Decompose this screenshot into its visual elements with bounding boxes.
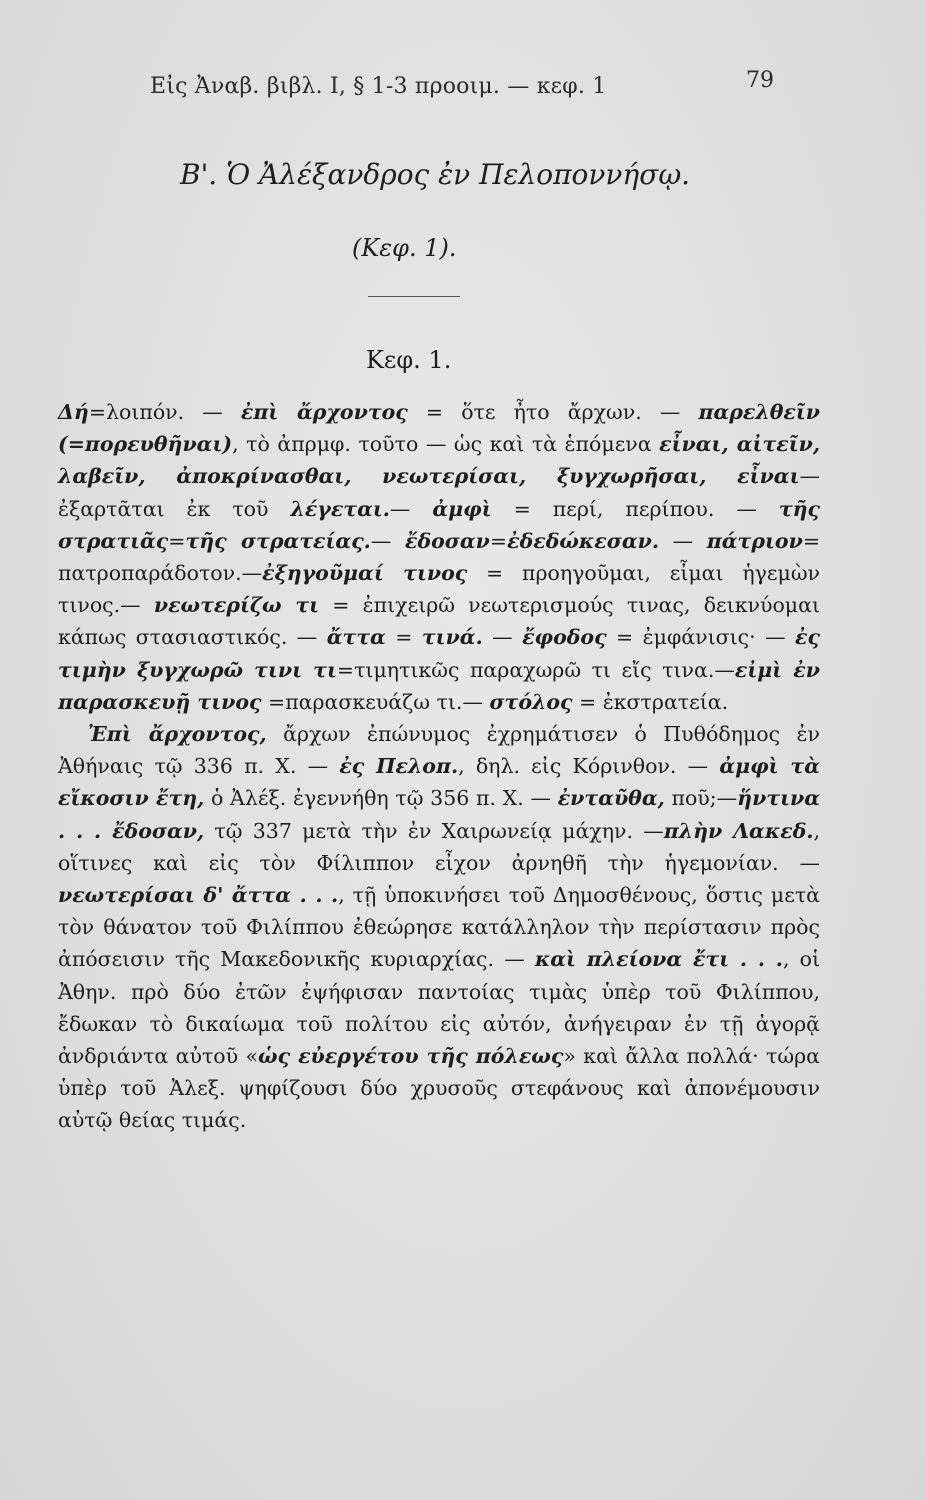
gloss-term: ἐξηγοῦμαί τινος: [262, 561, 468, 586]
commentary-text: ἄρχων ἐπώνυμος ἐχρημάτισεν ὁ Πυθόδημος ἐν Ἀθήναις τῷ 336 π. Χ. —: [58, 722, 820, 779]
section-title: Β'. Ὁ Ἀλέξανδρος ἐν Πελοποννήσῳ.: [180, 158, 691, 191]
gloss-term: τινά.: [421, 625, 483, 650]
commentary-text: » καὶ ἄλλα πολλά· τώρα ὑπὲρ τοῦ Ἀλεξ. ψηφίζουσι δύο χρυσοῦς στεφάνους καὶ ἀπονέμουσιν αὐτῷ θείας τιμάς.: [58, 1044, 820, 1133]
gloss-text: —: [370, 528, 405, 553]
commentary-text: , τῇ ὑποκινήσει τοῦ Δημοσθένους, ὅστις μετὰ τὸν θάνατον τοῦ Φιλίππου ἐθεώρησε κατάλληλον τὴν περίστασιν πρὸς ἀπόσεισιν τῆς Μακεδονικῆς κυριαρχίας. —: [58, 883, 820, 972]
gloss-text: = περί, περίπου. —: [491, 496, 779, 521]
gloss-text: = πατροπαράδοτον.—: [58, 528, 820, 586]
gloss-text: — ἐξαρτᾶται ἐκ τοῦ: [58, 464, 820, 521]
divider-rule: [368, 296, 460, 297]
gloss-term: ἄττα: [326, 625, 386, 650]
gloss-text: —: [658, 528, 707, 553]
commentary-text: ποῦ;—: [664, 786, 738, 811]
gloss-term: ἀμφὶ: [432, 496, 492, 521]
commentary-term: καὶ πλείονα ἔτι . . .: [534, 947, 783, 972]
gloss-term: τῆς στρατείας.: [185, 528, 371, 553]
gloss-term: ἐς τιμὴν ξυγχωρῶ τινι τι: [58, 625, 820, 682]
running-header: Εἰς Ἀναβ. βιβλ. Ι, § 1-3 προοιμ. — κεφ. 1: [150, 74, 607, 99]
commentary-term: νεωτερίσαι δ' ἄττα . . .: [58, 883, 339, 908]
gloss-term: ἔφοδος: [522, 625, 607, 650]
gloss-text: =: [489, 528, 508, 553]
gloss-text: =: [385, 625, 422, 650]
page-number: 79: [746, 68, 774, 93]
commentary-term: ἐς Πελοπ.: [339, 754, 459, 779]
gloss-text: =παρασκευάζω τι.—: [261, 689, 490, 714]
commentary-text: , δηλ. εἰς Κόρινθον. —: [458, 754, 720, 779]
gloss-text: —: [482, 625, 523, 650]
commentary-term: Ἐπὶ ἄρχοντος,: [88, 722, 267, 747]
gloss-term: τῆς στρατιᾶς: [58, 496, 820, 553]
commentary-paragraph: [58, 718, 820, 1137]
gloss-text: , τὸ ἀπρμφ. τοῦτο — ὡς καὶ τὰ ἑπόμενα: [232, 432, 660, 457]
gloss-term: λέγεται.: [290, 496, 390, 521]
gloss-text: =: [168, 528, 186, 553]
gloss-term: Δή: [58, 400, 89, 424]
commentary-text: τῷ 337 μετὰ τὴν ἐν Χαιρωνείᾳ μάχην. —: [204, 818, 664, 843]
gloss-text: =τιμητικῶς παραχωρῶ τι εἴς τινα.—: [336, 657, 735, 682]
gloss-text: =λοιπόν. —: [88, 400, 241, 424]
gloss-text: = ἐκστρατεία.: [572, 689, 729, 714]
commentary-text: , οἱ Ἀθην. πρὸ δύο ἐτῶν ἐψήφισαν παντοίας τιμὰς ὑπὲρ τοῦ Φιλίππου, ἔδωκαν τὸ δικαίωμα τοῦ πολίτου εἰς αὐτόν, ἀνήγειραν ἐν τῇ ἀγορᾷ ἀνδριάντα αὐτοῦ «: [58, 947, 821, 1069]
body-text: [58, 396, 820, 1137]
commentary-text: , οἵτινες καὶ εἰς τὸν Φίλιππον εἶχον ἀρνηθῆ τὴν ἡγεμονίαν. —: [58, 818, 820, 875]
chapter-label: Κεφ. 1.: [366, 346, 452, 374]
gloss-term: ἔδοσαν: [404, 528, 490, 553]
commentary-term: πλὴν Λακεδ.: [663, 818, 814, 843]
gloss-text: = προηγοῦμαι, εἶμαι ἡγεμὼν τινος.—: [58, 561, 820, 618]
gloss-term: ἐπὶ ἄρχοντος: [240, 400, 408, 424]
glossary-paragraph: [58, 396, 820, 718]
gloss-term: εἰμὶ ἐν παρασκευῇ τινος: [58, 657, 820, 714]
gloss-term: ἐδεδώκεσαν.: [507, 528, 659, 553]
commentary-term: ἥντινα . . . ἔδοσαν,: [58, 786, 821, 843]
gloss-text: = ἐμφάνισις· —: [606, 625, 796, 650]
commentary-text: ὁ Ἀλέξ. ἐγεννήθη τῷ 356 π. Χ. —: [204, 786, 558, 811]
commentary-term: ἐνταῦθα,: [557, 786, 665, 811]
gloss-text: = ἐπιχειρῶ νεωτερισμούς τινας, δεικνύομαι κάπως στασιαστικός. —: [58, 593, 820, 650]
gloss-text: —: [389, 496, 433, 521]
gloss-term: στόλος: [489, 689, 573, 714]
gloss-text: = ὅτε ἦτο ἄρχων. —: [407, 400, 699, 424]
gloss-term: εἶναι, αἰτεῖν, λαβεῖν, ἀποκρίνασθαι, νεωτερίσαι, ξυγχωρῆσαι, εἶναι: [58, 432, 820, 489]
chapter-reference: (Κεφ. 1).: [352, 234, 457, 262]
commentary-term: ὡς εὐεργέτου τῆς πόλεως: [258, 1044, 564, 1069]
commentary-term: ἀμφὶ τὰ εἴκοσιν ἔτη,: [58, 754, 820, 811]
gloss-term: παρελθεῖν (=πορευθῆναι): [58, 400, 820, 457]
gloss-term: πάτριον: [706, 528, 803, 553]
gloss-term: νεωτερίζω τι: [153, 593, 320, 618]
